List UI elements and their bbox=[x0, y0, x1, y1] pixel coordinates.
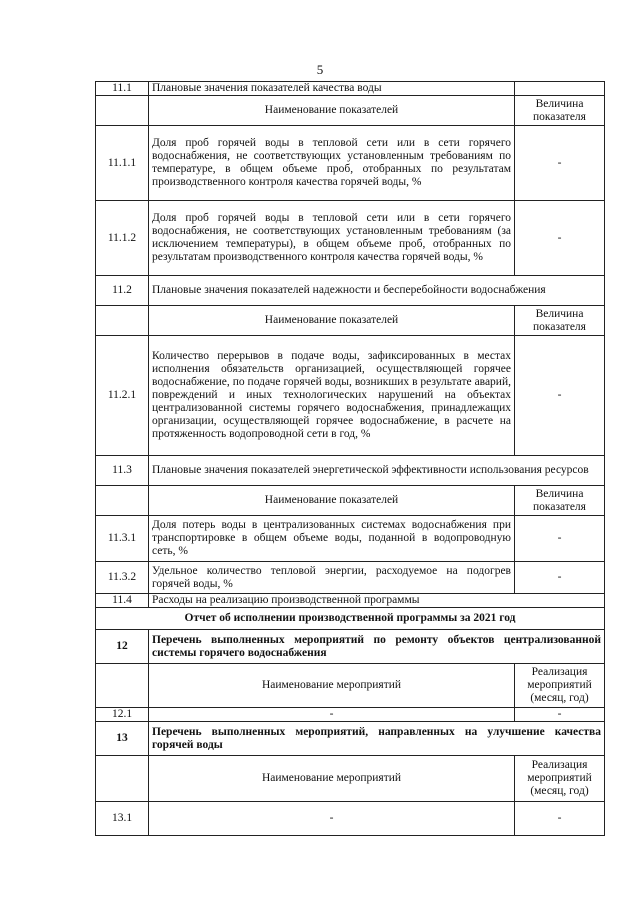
section-title: Перечень выполненных мероприятий по ремонту объектов централизованной системы горячего водоснабжения bbox=[149, 630, 605, 664]
table-row bbox=[96, 594, 605, 608]
column-header-name: Наименование мероприятий bbox=[149, 756, 515, 802]
page-number: 5 bbox=[316, 62, 324, 77]
table-row bbox=[96, 276, 605, 306]
indicator-name: Доля проб горячей воды в тепловой сети или в сети горячего водоснабжения, не соответствующих установленным требованиям (за исключением температуры), в общем объеме проб, отобранных по результатам производственного контроля качества горячей воды, % bbox=[149, 201, 515, 276]
table-row bbox=[96, 630, 605, 664]
header-row bbox=[96, 486, 605, 516]
section-title: Плановые значения показателей качества воды bbox=[149, 82, 515, 96]
section-title: Плановые значения показателей надежности и бесперебойности водоснабжения bbox=[149, 276, 605, 306]
column-header-value: Величина показателя bbox=[515, 486, 605, 516]
table-row bbox=[96, 456, 605, 486]
table-row bbox=[96, 516, 605, 562]
table-row bbox=[96, 708, 605, 722]
indicator-name: Доля потерь воды в централизованных системах водоснабжения при транспортировке в общем объеме воды, поданной в водопроводную сеть, % bbox=[149, 516, 515, 562]
activity-value: - bbox=[515, 708, 605, 722]
section-title: Перечень выполненных мероприятий, направленных на улучшение качества горячей воды bbox=[149, 722, 605, 756]
row-number: 11.1 bbox=[96, 82, 149, 96]
section-title: Плановые значения показателей энергетической эффективности использования ресурсов bbox=[149, 456, 605, 486]
table-row bbox=[96, 201, 605, 276]
activity-name: - bbox=[149, 708, 515, 722]
indicator-name: Доля проб горячей воды в тепловой сети или в сети горячего водоснабжения, не соответствующих установленным требованиям по температуре, в общем объеме проб, отобранных по результатам производственного контроля качества горячей воды, % bbox=[149, 126, 515, 201]
column-header-value: Величина показателя bbox=[515, 96, 605, 126]
header-row bbox=[96, 306, 605, 336]
table-row bbox=[96, 722, 605, 756]
row-number: 11.3.2 bbox=[96, 562, 149, 594]
column-header-value: Реализация мероприятий (месяц, год) bbox=[515, 756, 605, 802]
empty-cell bbox=[96, 756, 149, 802]
table-row bbox=[96, 336, 605, 456]
row-number: 11.2 bbox=[96, 276, 149, 306]
empty-cell bbox=[96, 486, 149, 516]
column-header-value: Реализация мероприятий (месяц, год) bbox=[515, 664, 605, 708]
row-number: 12 bbox=[96, 630, 149, 664]
empty-cell bbox=[96, 306, 149, 336]
row-number: 11.1.1 bbox=[96, 126, 149, 201]
program-table bbox=[95, 81, 605, 836]
table-row bbox=[96, 126, 605, 201]
indicator-name: Удельное количество тепловой энергии, расходуемое на подогрев горячей воды, % bbox=[149, 562, 515, 594]
column-header-name: Наименование мероприятий bbox=[149, 664, 515, 708]
indicator-value: - bbox=[515, 562, 605, 594]
row-number: 12.1 bbox=[96, 708, 149, 722]
table-row bbox=[96, 562, 605, 594]
empty-cell bbox=[96, 664, 149, 708]
empty-cell bbox=[96, 96, 149, 126]
column-header-name: Наименование показателей bbox=[149, 306, 515, 336]
indicator-value: - bbox=[515, 516, 605, 562]
empty-cell bbox=[515, 82, 605, 96]
report-title: Отчет об исполнении производственной программы за 2021 год bbox=[96, 608, 605, 630]
header-row bbox=[96, 756, 605, 802]
indicator-value: - bbox=[515, 126, 605, 201]
column-header-name: Наименование показателей bbox=[149, 486, 515, 516]
header-row bbox=[96, 664, 605, 708]
activity-value: - bbox=[515, 802, 605, 836]
activity-name: - bbox=[149, 802, 515, 836]
section-title: Расходы на реализацию производственной программы bbox=[149, 594, 605, 608]
column-header-value: Величина показателя bbox=[515, 306, 605, 336]
row-number: 13 bbox=[96, 722, 149, 756]
row-number: 11.2.1 bbox=[96, 336, 149, 456]
column-header-name: Наименование показателей bbox=[149, 96, 515, 126]
table-row bbox=[96, 802, 605, 836]
row-number: 13.1 bbox=[96, 802, 149, 836]
row-number: 11.3 bbox=[96, 456, 149, 486]
report-title-row bbox=[96, 608, 605, 630]
header-row bbox=[96, 96, 605, 126]
row-number: 11.4 bbox=[96, 594, 149, 608]
row-number: 11.3.1 bbox=[96, 516, 149, 562]
indicator-name: Количество перерывов в подаче воды, зафиксированных в местах исполнения обязательств организацией, осуществляющей горячее водоснабжение, по подаче горячей воды, возникших в результате аварий, повреждений и иных технологических нарушений на объектах централизованной системы горячего водоснабжения, принадлежащих организации, осуществляющей горячее водоснабжение, в расчете на протяженность водопроводной сети в год, % bbox=[149, 336, 515, 456]
row-number: 11.1.2 bbox=[96, 201, 149, 276]
table-row bbox=[96, 82, 605, 96]
indicator-value: - bbox=[515, 336, 605, 456]
indicator-value: - bbox=[515, 201, 605, 276]
